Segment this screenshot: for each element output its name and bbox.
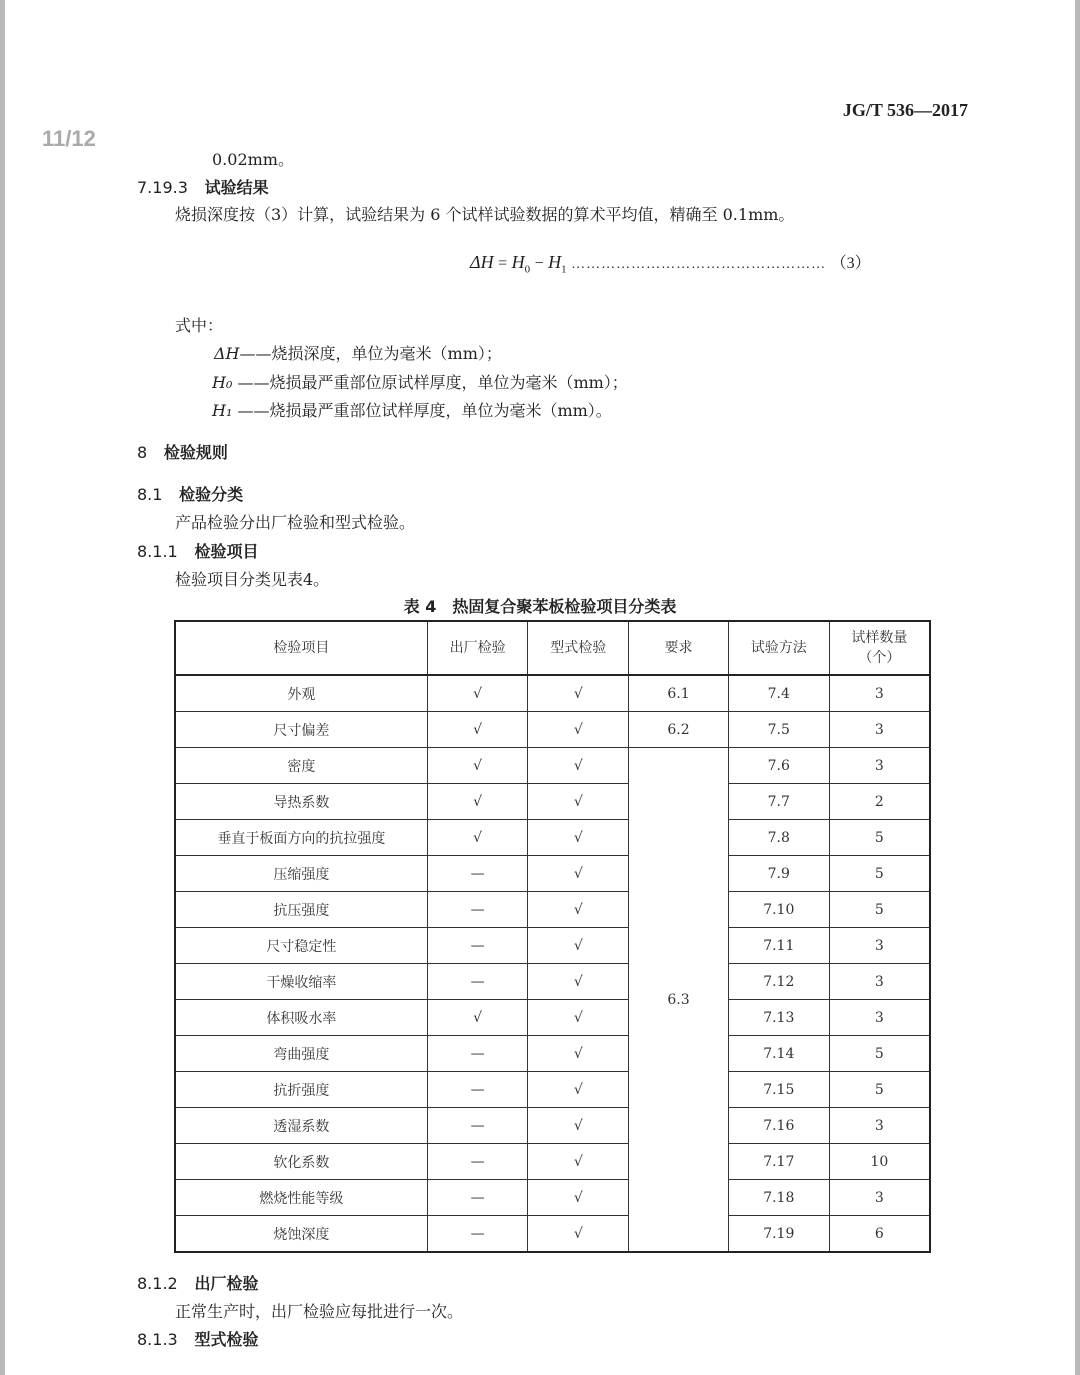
table-row <box>175 748 930 784</box>
sample-count-cell: 3 <box>829 964 930 1000</box>
formula-lhs: ΔH <box>470 252 494 272</box>
section-7-19-3-heading <box>137 175 269 198</box>
table-row <box>175 1144 930 1180</box>
test-method-cell: 7.19 <box>728 1216 829 1253</box>
section-title: 试验结果 <box>204 178 269 197</box>
item-name-cell: 弯曲强度 <box>175 1036 427 1072</box>
section-title: 检验分类 <box>179 485 244 504</box>
test-method-cell: 7.7 <box>728 784 829 820</box>
section-title: 型式检验 <box>194 1330 259 1349</box>
type-inspection-cell: √ <box>528 892 629 928</box>
table-row <box>175 1072 930 1108</box>
section-number: 8.1.1 <box>137 542 178 561</box>
column-header: 试样数量 （个） <box>829 621 930 675</box>
section-title: 出厂检验 <box>194 1274 259 1293</box>
def-text: ——烧损深度，单位为毫米（mm）； <box>239 344 502 363</box>
test-method-cell: 7.12 <box>728 964 829 1000</box>
factory-inspection-cell: — <box>427 1036 528 1072</box>
def-text: ——烧损最严重部位试样厚度，单位为毫米（mm）。 <box>232 401 612 420</box>
formula-h1-sub: 1 <box>561 263 567 276</box>
type-inspection-cell: √ <box>528 1036 629 1072</box>
table-row <box>175 964 930 1000</box>
factory-inspection-cell: — <box>427 1180 528 1216</box>
factory-inspection-cell: √ <box>427 784 528 820</box>
factory-inspection-cell: — <box>427 964 528 1000</box>
section-number: 8 <box>137 443 148 462</box>
definition-h0 <box>212 370 628 393</box>
item-name-cell: 透湿系数 <box>175 1108 427 1144</box>
column-header: 出厂检验 <box>427 621 528 675</box>
requirement-cell: 6.1 <box>629 675 729 712</box>
page-indicator[interactable]: 11/12 <box>42 126 96 151</box>
item-name-cell: 软化系数 <box>175 1144 427 1180</box>
test-method-cell: 7.9 <box>728 856 829 892</box>
type-inspection-cell: √ <box>528 1144 629 1180</box>
sample-count-cell: 3 <box>829 1180 930 1216</box>
sample-count-cell: 10 <box>829 1144 930 1180</box>
def-symbol: ΔH <box>214 344 240 363</box>
formula-h0-sub: 0 <box>524 263 531 276</box>
type-inspection-cell: √ <box>528 748 629 784</box>
sample-count-cell: 5 <box>829 820 930 856</box>
section-8-heading <box>137 440 228 463</box>
section-number: 8.1.2 <box>137 1274 178 1293</box>
type-inspection-cell: √ <box>528 928 629 964</box>
item-name-cell: 尺寸稳定性 <box>175 928 427 964</box>
factory-inspection-cell: — <box>427 1108 528 1144</box>
sample-count-cell: 5 <box>829 856 930 892</box>
paragraph: 烧损深度按（3）计算，试验结果为 6 个试样试验数据的算术平均值，精确至 0.1mm。 <box>175 205 795 224</box>
factory-inspection-cell: — <box>427 856 528 892</box>
type-inspection-cell: √ <box>528 1180 629 1216</box>
type-inspection-cell: √ <box>528 1216 629 1253</box>
item-name-cell: 抗压强度 <box>175 892 427 928</box>
table-row <box>175 1108 930 1144</box>
type-inspection-cell: √ <box>528 784 629 820</box>
where-label: 式中： <box>175 316 224 335</box>
factory-inspection-cell: √ <box>427 712 528 748</box>
type-inspection-cell: √ <box>528 675 629 712</box>
sample-count-cell: 3 <box>829 1108 930 1144</box>
column-header: 型式检验 <box>528 621 629 675</box>
inspection-items-table <box>174 620 931 1253</box>
test-method-cell: 7.10 <box>728 892 829 928</box>
item-name-cell: 压缩强度 <box>175 856 427 892</box>
definition-h1 <box>212 398 612 421</box>
type-inspection-cell: √ <box>528 820 629 856</box>
formula-3 <box>470 250 871 276</box>
requirement-cell: 6.2 <box>629 712 729 748</box>
section-8-1-2-heading <box>137 1271 258 1294</box>
type-inspection-cell: √ <box>528 1000 629 1036</box>
formula-eq: = <box>498 255 508 272</box>
sample-count-cell: 3 <box>829 712 930 748</box>
def-symbol: H₁ <box>212 401 233 420</box>
sample-count-cell: 3 <box>829 675 930 712</box>
table-row <box>175 820 930 856</box>
type-inspection-cell: √ <box>528 1108 629 1144</box>
table-row <box>175 712 930 748</box>
formula-h0: H <box>511 252 525 272</box>
test-method-cell: 7.17 <box>728 1144 829 1180</box>
section-8-1-3-heading <box>137 1327 258 1350</box>
test-method-cell: 7.4 <box>728 675 829 712</box>
item-name-cell: 抗折强度 <box>175 1072 427 1108</box>
table-row <box>175 675 930 712</box>
section-number: 8.1.3 <box>137 1330 178 1349</box>
factory-inspection-cell: — <box>427 1216 528 1253</box>
type-inspection-cell: √ <box>528 712 629 748</box>
factory-inspection-cell: √ <box>427 748 528 784</box>
sample-count-cell: 5 <box>829 1036 930 1072</box>
formula-number: （3） <box>830 255 871 272</box>
sample-count-cell: 3 <box>829 928 930 964</box>
text-line: 0.02mm。 <box>212 150 294 169</box>
section-title: 检验规则 <box>163 443 228 462</box>
section-8-1-heading <box>137 482 243 505</box>
test-method-cell: 7.18 <box>728 1180 829 1216</box>
paragraph: 产品检验分出厂检验和型式检验。 <box>175 513 416 532</box>
item-name-cell: 外观 <box>175 675 427 712</box>
item-name-cell: 尺寸偏差 <box>175 712 427 748</box>
table-row <box>175 856 930 892</box>
def-text: ——烧损最严重部位原试样厚度，单位为毫米（mm）； <box>232 373 628 392</box>
definition-delta-h <box>214 341 502 364</box>
table-row <box>175 928 930 964</box>
column-header: 检验项目 <box>175 621 427 675</box>
table-header-row <box>175 621 930 675</box>
test-method-cell: 7.11 <box>728 928 829 964</box>
type-inspection-cell: √ <box>528 856 629 892</box>
test-method-cell: 7.15 <box>728 1072 829 1108</box>
column-header: 要求 <box>629 621 729 675</box>
table-row <box>175 1036 930 1072</box>
item-name-cell: 体积吸水率 <box>175 1000 427 1036</box>
table-row <box>175 1216 930 1253</box>
factory-inspection-cell: — <box>427 892 528 928</box>
table-row <box>175 784 930 820</box>
table-row <box>175 892 930 928</box>
item-name-cell: 垂直于板面方向的抗拉强度 <box>175 820 427 856</box>
table-row <box>175 1180 930 1216</box>
sample-count-cell: 5 <box>829 892 930 928</box>
sample-count-cell: 2 <box>829 784 930 820</box>
item-name-cell: 干燥收缩率 <box>175 964 427 1000</box>
table-caption: 表 4 热固复合聚苯板检验项目分类表 <box>403 597 677 616</box>
test-method-cell: 7.16 <box>728 1108 829 1144</box>
section-number: 7.19.3 <box>137 178 188 197</box>
paragraph: 正常生产时，出厂检验应每批进行一次。 <box>175 1302 464 1321</box>
factory-inspection-cell: — <box>427 928 528 964</box>
section-number: 8.1 <box>137 485 163 504</box>
item-name-cell: 烧蚀深度 <box>175 1216 427 1253</box>
factory-inspection-cell: — <box>427 1144 528 1180</box>
test-method-cell: 7.6 <box>728 748 829 784</box>
factory-inspection-cell: √ <box>427 820 528 856</box>
section-title: 检验项目 <box>194 542 259 561</box>
test-method-cell: 7.14 <box>728 1036 829 1072</box>
formula-minus: − <box>534 255 544 272</box>
sample-count-cell: 6 <box>829 1216 930 1253</box>
paragraph: 检验项目分类见表4。 <box>175 570 330 589</box>
factory-inspection-cell: √ <box>427 675 528 712</box>
factory-inspection-cell: √ <box>427 1000 528 1036</box>
def-symbol: H₀ <box>212 373 233 392</box>
sample-count-cell: 3 <box>829 1000 930 1036</box>
table-row <box>175 1000 930 1036</box>
item-name-cell: 密度 <box>175 748 427 784</box>
type-inspection-cell: √ <box>528 1072 629 1108</box>
requirement-merged-cell: 6.3 <box>629 748 729 1253</box>
page-edge-left <box>0 0 5 1375</box>
sample-count-cell: 3 <box>829 748 930 784</box>
test-method-cell: 7.13 <box>728 1000 829 1036</box>
factory-inspection-cell: — <box>427 1072 528 1108</box>
item-name-cell: 导热系数 <box>175 784 427 820</box>
page-edge-right <box>1075 0 1080 1375</box>
test-method-cell: 7.8 <box>728 820 829 856</box>
formula-h1: H <box>548 252 562 272</box>
formula-leader-dots: …………………………………………… <box>571 257 827 272</box>
standard-number: JG/T 536—2017 <box>842 100 968 120</box>
test-method-cell: 7.5 <box>728 712 829 748</box>
sample-count-cell: 5 <box>829 1072 930 1108</box>
type-inspection-cell: √ <box>528 964 629 1000</box>
section-8-1-1-heading <box>137 539 258 562</box>
item-name-cell: 燃烧性能等级 <box>175 1180 427 1216</box>
column-header: 试验方法 <box>728 621 829 675</box>
